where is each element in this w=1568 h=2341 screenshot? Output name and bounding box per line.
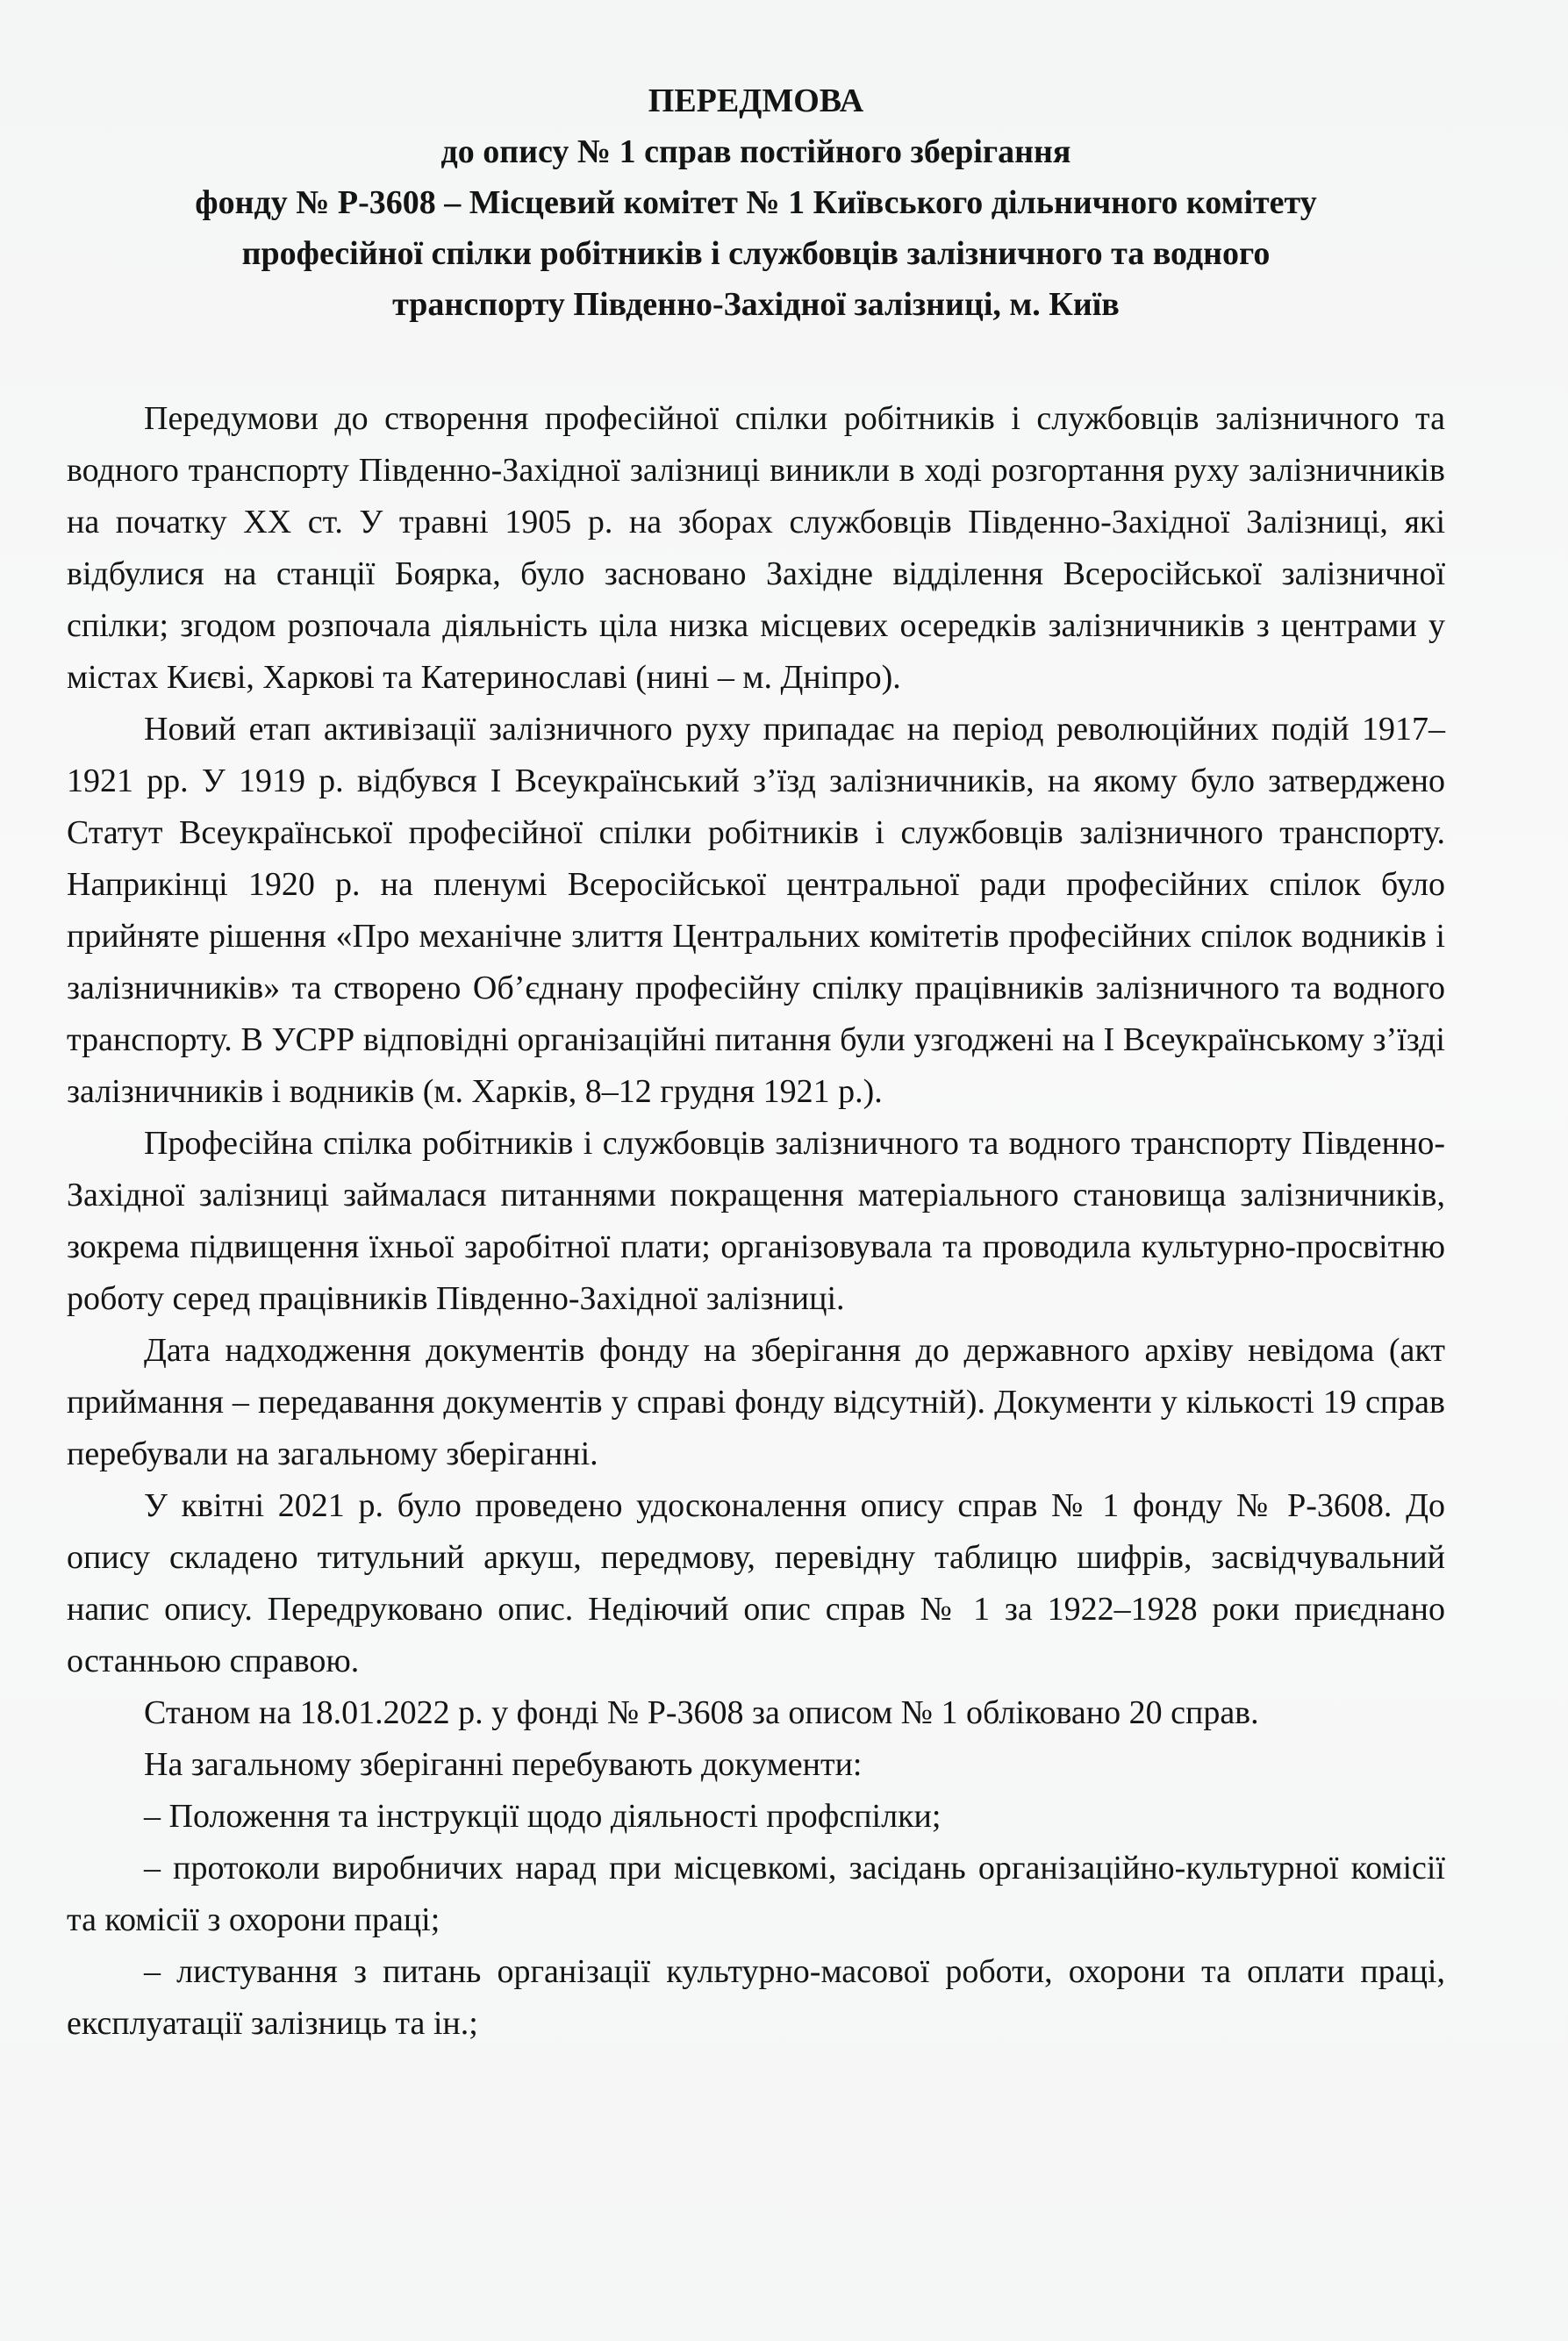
paragraph-3: Професійна спілка робітників і службовців залізничного та водного транспорту Південно-Західної залізниці займалася питаннями покращення матеріального становища залізничників, зокрема підвищення їхньої заробітної плати; організовувала та проводила культурно-просвітню роботу серед працівників Південно-Західної залізниці. — [67, 1125, 1445, 1317]
document-header — [67, 75, 1445, 330]
paragraph-1: Передумови до створення професійної спілки робітників і службовців залізничного та водного транспорту Південно-Західної залізниці виникли в ході розгортання руху залізничників на початку ХХ ст. У травні 1905 р. на зборах службовців Південно-Західної Залізниці, які відбулися на станції Боярка, було засновано Західне відділення Всеросійської залізничної спілки; згодом розпочала діяльність ціла низка місцевих осередків залізничників з центрами у містах Києві, Харкові та Катеринославі (нині – м. Дніпро). — [67, 400, 1445, 696]
subtitle-line-2: фонду № Р-3608 – Місцевий комітет № 1 Київського дільничного комітету — [195, 184, 1317, 221]
paragraph-5: У квітні 2021 р. було проведено удосконалення опису справ № 1 фонду № Р-3608. До опису складено титульний аркуш, передмову, перевідну таблицю шифрів, засвідчувальний напис опису. Передруковано опис. Недіючий опис справ № 1 за 1922–1928 роки приєднано останньою справою. — [67, 1487, 1445, 1679]
paragraph-2: Новий етап активізації залізничного руху припадає на період революційних подій 1917–1921 рр. У 1919 р. відбувся І Всеукраїнський з’їзд залізничників, на якому було затверджено Статут Всеукраїнської професійної спілки робітників і службовців залізничного транспорту. Наприкінці 1920 р. на пленумі Всеросійської центральної ради професійних спілок було прийняте рішення «Про механічне злиття Центральних комітетів професійних спілок водників і залізничників» та створено Об’єднану професійну спілку працівників залізничного та водного транспорту. В УСРР відповідні організаційні питання були узгоджені на І Всеукраїнському з’їзді залізничників і водників (м. Харків, 8–12 грудня 1921 р.). — [67, 711, 1445, 1110]
list-item: – Положення та інструкції щодо діяльності профспілки; — [144, 1798, 942, 1835]
document-title: ПЕРЕДМОВА — [648, 82, 864, 119]
subtitle-line-4: транспорту Південно-Західної залізниці, м. Київ — [392, 286, 1120, 323]
document-body — [67, 393, 1445, 2050]
list-item: – протоколи виробничих нарад при місцевкомі, засідань організаційно-культурної комісії та комісії з охорони праці; — [67, 1850, 1445, 1938]
list-item: – листування з питань організації культурно-масової роботи, охорони та оплати праці, експлуатації залізниць та ін.; — [67, 1953, 1445, 2042]
paragraph-4: Дата надходження документів фонду на зберігання до державного архіву невідома (акт приймання – передавання документів у справі фонду відсутній). Документи у кількості 19 справ перебували на загальному зберіганні. — [67, 1332, 1445, 1472]
subtitle-line-1: до опису № 1 справ постійного зберігання — [440, 133, 1071, 170]
subtitle-line-3: професійної спілки робітників і службовців залізничного та водного — [241, 235, 1271, 272]
list-intro: На загальному зберіганні перебувають документи: — [144, 1746, 863, 1783]
paragraph-6: Станом на 18.01.2022 р. у фонді № Р-3608 за описом № 1 обліковано 20 справ. — [144, 1694, 1259, 1731]
